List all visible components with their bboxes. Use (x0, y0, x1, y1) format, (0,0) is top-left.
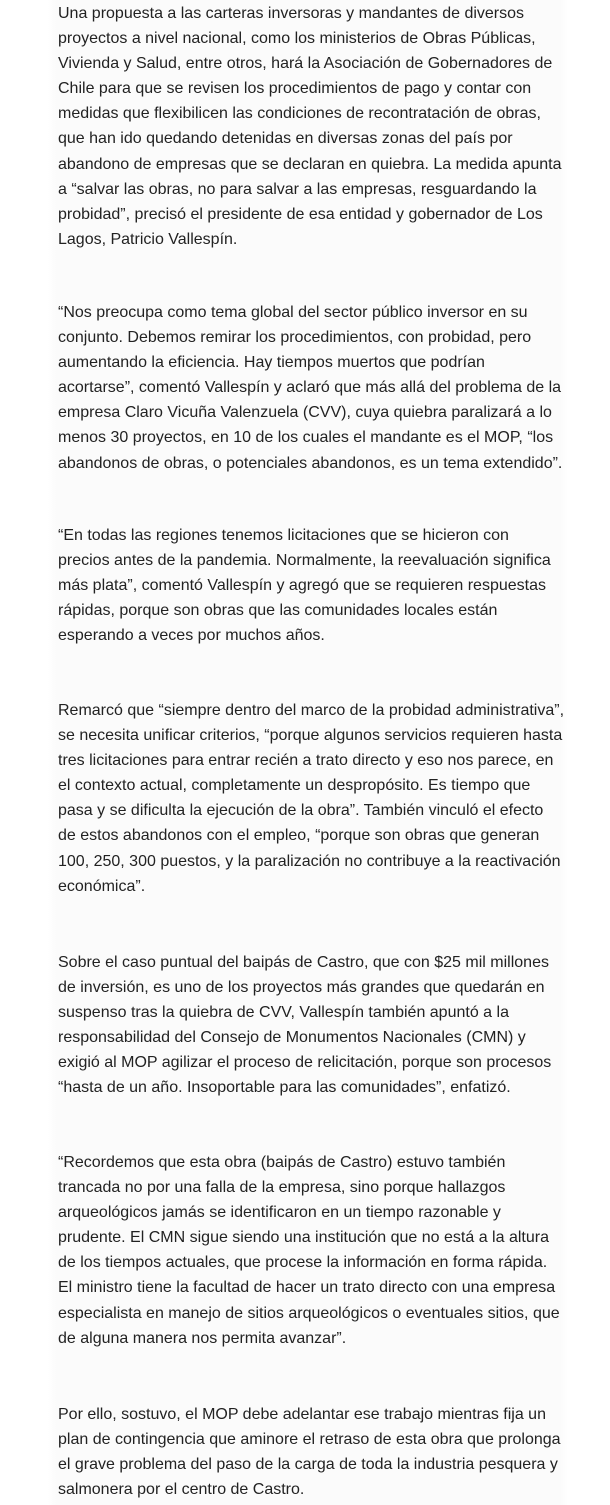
article-paragraph-3: “En todas las regiones tenemos licitaciones que se hicieron con precios antes de la pandemia. Normalmente, la reevaluación significa más plata”, comentó Vallespín y agregó que se requieren respuestas rápidas, porque son obras que las comunidades locales están esperando a veces por muchos años. (58, 527, 551, 645)
article-paragraph-6: “Recordemos que esta obra (baipás de Castro) estuvo también trancada no por una falla de la empresa, sino porque hallazgos arqueológicos jamás se identificaron en un tiempo razonable y prudente. El CMN sigue siendo una institución que no está a la altura de los tiempos actuales, que procese la información en forma rápida. El ministro tiene la facultad de hacer un trato directo con una empresa especialista en manejo de sitios arqueológicos o eventuales sitios, que de alguna manera nos permita avanzar”. (58, 1154, 560, 1347)
article-paragraph-2: “Nos preocupa como tema global del sector público inversor en su conjunto. Debemos remirar los procedimientos, con probidad, pero aumentando la eficiencia. Hay tiempos muertos que podrían acortarse”, comentó Vallespín y aclaró que más allá del problema de la empresa Claro Vicuña Valenzuela (CVV), cuya quiebra paralizará a lo menos 30 proyectos, en 10 de los cuales el mandante es el MOP, “los abandonos de obras, o potenciales abandonos, es un tema extendido”. (58, 304, 563, 472)
article-paragraph-5: Sobre el caso puntual del baipás de Castro, que con $25 mil millones de inversión, es uno de los proyectos más grandes que quedarán en suspenso tras la quiebra de CVV, Vallespín también apuntó a la responsabilidad del Consejo de Monumentos Nacionales (CMN) y exigió al MOP agilizar el proceso de relicitación, porque son procesos “hasta de un año. Insoportable para las comunidades”, enfatizó. (58, 954, 552, 1097)
article-paragraph-7: Por ello, sostuvo, el MOP debe adelantar ese trabajo mientras fija un plan de contingencia que aminore el retraso de esta obra que prolonga el grave problema del paso de la carga de toda la industria pesquera y salmonera por el centro de Castro. (58, 1406, 561, 1499)
article-paragraph-1: Una propuesta a las carteras inversoras y mandantes de diversos proyectos a nivel nacional, como los ministerios de Obras Públicas, Vivienda y Salud, entre otros, hará la Asociación de Gobernadores de Chile para que se revisen los procedimientos de pago y contar con medidas que flexibilicen las condiciones de recontratación de obras, que han ido quedando detenidas en diversas zonas del país por abandono de empresas que se declaran en quiebra. La medida apunta a “salvar las obras, no para salvar a las empresas, resguardando la probidad”, precisó el presidente de esa entidad y gobernador de Los Lagos, Patricio Vallespín. (58, 5, 562, 248)
article-paragraph-4: Remarcó que “siempre dentro del marco de la probidad administrativa”, se necesita unificar criterios, “porque algunos servicios requieren hasta tres licitaciones para entrar recién a trato directo y eso nos parece, en el contexto actual, completamente un despropósito. Es tiempo que pasa y se dificulta la ejecución de la obra”. También vinculó el efecto de estos abandonos con el empleo, “porque son obras que generan 100, 250, 300 puestos, y la paralización no contribuye a la reactivación económica”. (58, 702, 565, 895)
